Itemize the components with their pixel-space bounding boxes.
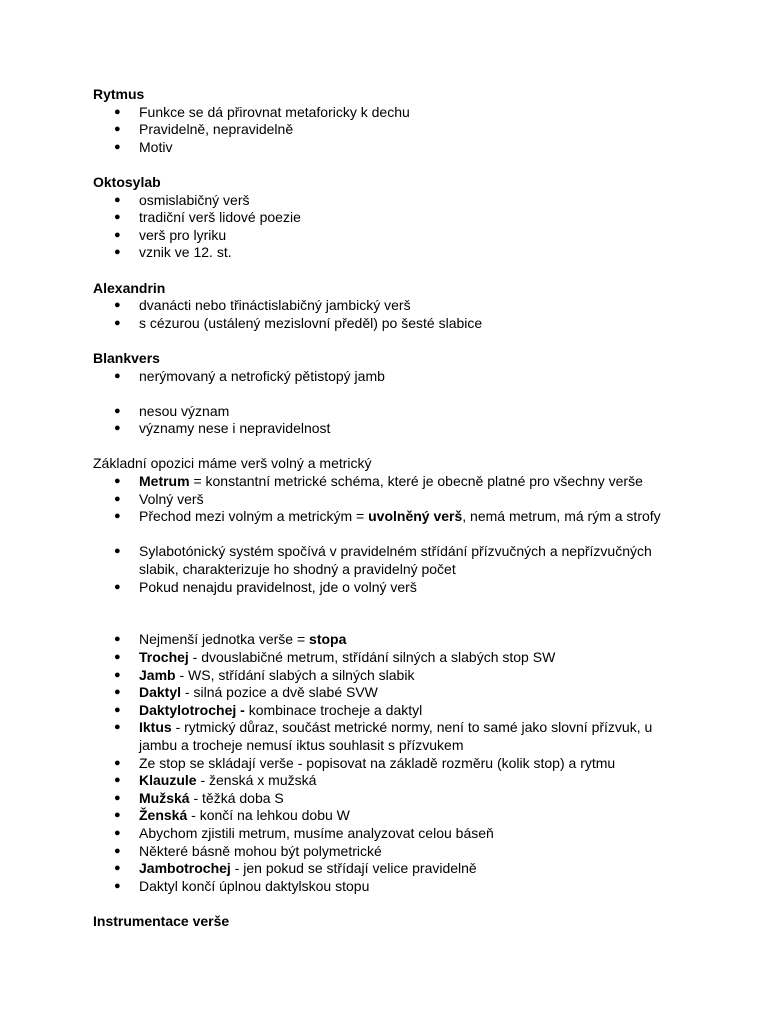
list-item: ● nesou význam (93, 403, 693, 421)
list-item: ● verš pro lyriku (93, 227, 693, 245)
list-item: ● s cézurou (ustálený mezislovní předěl) po šesté slabice (93, 315, 693, 333)
definition-text: = konstantní metrické schéma, které je obecně platné pro všechny verše (189, 473, 643, 490)
list-item: ● osmislabičný verš (93, 192, 693, 210)
term-daktylotrochej: Daktylotrochej - (139, 701, 245, 718)
list-item (93, 772, 693, 790)
definition-text: kombinace trocheje a daktyl (244, 701, 423, 718)
list-item (93, 790, 693, 808)
definition-text: - těžká doba S (189, 789, 284, 806)
list-item (93, 508, 693, 526)
term-jamb: Jamb (139, 666, 176, 683)
term-zenska: Ženská (139, 807, 188, 824)
list-item: ● Motiv (93, 139, 693, 157)
term-klauzule: Klauzule (139, 772, 197, 789)
list-item (93, 473, 693, 491)
term-trochej: Trochej (139, 649, 189, 665)
term-stopa: stopa (309, 631, 347, 648)
list-item: ● Abychom zjistili metrum, musíme analyzovat celou báseň (93, 825, 693, 843)
definition-text: Přechod mezi volným a metrickým = (139, 508, 369, 525)
list-item: ● Pravidelně, nepravidelně (93, 121, 693, 139)
definition-text: , nemá metrum, má rým a strofy (462, 508, 661, 525)
term-muzska: Mužská (139, 789, 190, 806)
definition-text: - WS, střídání slabých a silných slabik (175, 666, 415, 683)
list-item (93, 631, 693, 649)
term-daktyl: Daktyl (139, 684, 182, 701)
list-item-continuation: slabik, charakterizuje ho shodný a pravidelný počet (139, 561, 456, 578)
list-item (93, 667, 693, 685)
definition-text: - rytmický důraz, součást metrické normy, není to samé jako slovní přízvuk, u (171, 719, 653, 736)
heading-rytmus: Rytmus (93, 86, 145, 102)
definition-text: - silná pozice a dvě slabé SVW (181, 684, 378, 701)
list-item: ● Volný verš (93, 491, 693, 509)
document-page (93, 86, 693, 931)
list-item: ● Některé básně mohou být polymetrické (93, 843, 693, 861)
list-item (93, 719, 693, 737)
list-item (93, 684, 693, 702)
list-item: ● významy nese i nepravidelnost (93, 420, 693, 438)
term-metrum: Metrum (139, 473, 190, 490)
list-item (93, 649, 693, 667)
term-iktus: Iktus (139, 719, 172, 736)
term-jambotrochej: Jambotrochej (139, 860, 231, 877)
term-uvolneny-vers: uvolněný verš (368, 508, 463, 525)
list-item: ● nerýmovaný a netrofický pětistopý jamb (93, 368, 693, 386)
list-item (93, 807, 693, 825)
definition-text: - dvouslabičné metrum, střídání silných a slabých stop SW (188, 649, 556, 665)
heading-blankvers: Blankvers (93, 349, 160, 366)
list-item: ● Funkce se dá přirovnat metaforicky k dechu (93, 104, 693, 122)
list-item: ● tradiční verš lidové poezie (93, 209, 693, 227)
list-item: ● Pokud nenajdu pravidelnost, jde o volný verš (93, 579, 693, 597)
definition-text: - ženská x mužská (196, 772, 317, 789)
list-item: ● Daktyl končí úplnou daktylskou stopu (93, 878, 693, 896)
list-item: ● Sylabotónický systém spočívá v pravidelném střídání přízvučných a nepřízvučných (93, 543, 693, 561)
definition-text: - jen pokud se střídají velice pravidelně (230, 860, 477, 877)
heading-instrumentace: Instrumentace verše (93, 912, 230, 929)
definition-text: - končí na lehkou dobu W (187, 807, 350, 824)
heading-alexandrin: Alexandrin (93, 279, 166, 296)
heading-oktosylab: Oktosylab (93, 173, 161, 190)
list-item: ● vznik ve 12. st. (93, 244, 693, 262)
paragraph-opozice: Základní opozici máme verš volný a metrický (93, 455, 372, 472)
list-item-continuation: jambu a trocheje nemusí iktus souhlasit s přízvukem (139, 736, 464, 753)
list-item: ● Ze stop se skládají verše - popisovat na základě rozměru (kolik stop) a rytmu (93, 755, 693, 773)
definition-text: Nejmenší jednotka verše = (139, 631, 310, 648)
list-item: ● dvanácti nebo třináctislabičný jambický verš (93, 297, 693, 315)
list-item (93, 702, 693, 720)
list-item (93, 860, 693, 878)
